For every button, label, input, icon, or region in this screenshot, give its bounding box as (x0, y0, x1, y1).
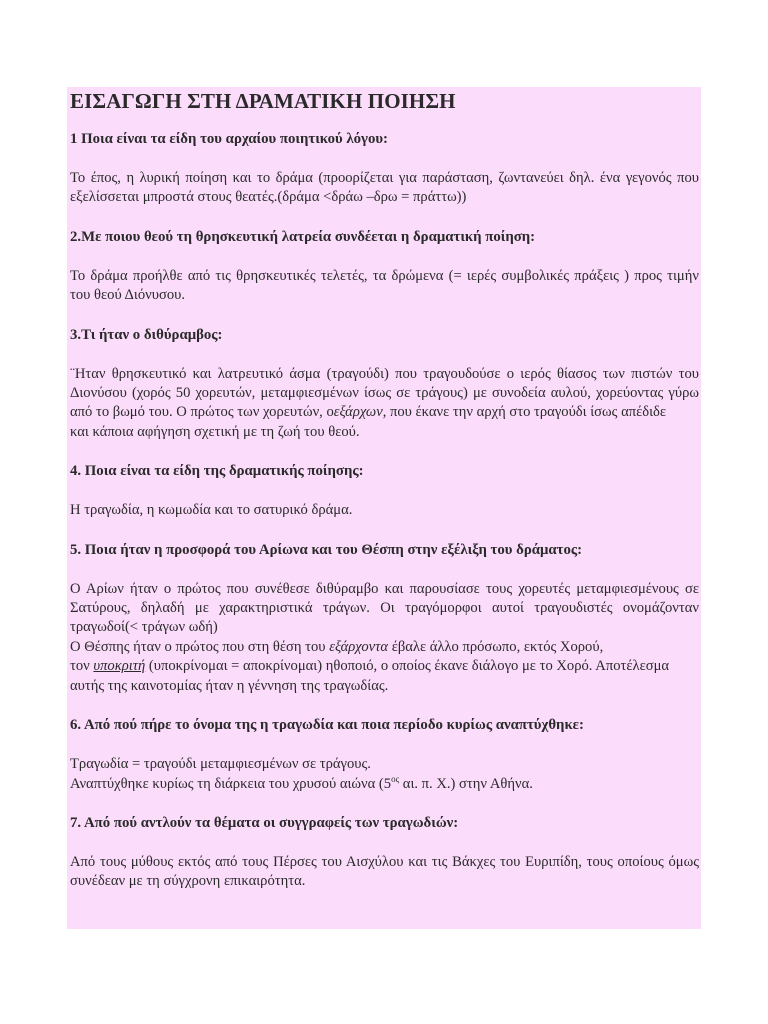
answer-7 (70, 853, 699, 892)
answer-4 (70, 501, 699, 520)
answer-5-line-6: αυτής της καινοτομίας ήταν η γέννηση της τραγωδίας. (70, 677, 389, 694)
answer-5-line-1: Ο Αρίων ήταν ο πρώτος που συνέθεσε διθύραμβο και παρουσίασε τους χορευτές μεταμφιεσμένους σε (70, 580, 699, 597)
question-3: 3.Τι ήταν ο διθύραμβος: (70, 326, 223, 343)
answer-5-line-5-end: (υποκρίνομαι = αποκρίνομαι) ηθοποιό, ο οποίος έκανε διάλογο με το Χορό. Αποτέλεσμα (148, 658, 670, 675)
answer-6-line-1: Τραγωδία = τραγούδι μεταμφιεσμένων σε τράγους. (70, 756, 371, 773)
answer-6-line-2-end: αι. π. Χ.) στην Αθήνα. (399, 775, 533, 792)
answer-5-line-2: Σατύρους, δηλαδή με χαρακτηριστικά τράγων. Οι τραγόμορφοι αυτοί τραγουδιστές ονομάζονταν (70, 600, 699, 617)
question-1: 1 Ποια είναι τα είδη του αρχαίου ποιητικού λόγου: (70, 131, 388, 147)
answer-5-line-5-start: τον (70, 658, 90, 675)
question-2: 2.Με ποιου θεού τη θρησκευτική λατρεία συνδέεται η δραματική ποίηση: (70, 228, 536, 245)
exarchon-term: εξάρχων (333, 404, 383, 421)
answer-3-article: ο (326, 404, 334, 421)
answer-1-line-1: Το έπος, η λυρική ποίηση και το δράμα (προορίζεται για παράσταση, ζωντανεύει δηλ. ένα γεγονός που (70, 170, 699, 186)
answer-6-line-2-start: Αναπτύχθηκε κυρίως τη διάρκεια του χρυσού αιώνα (5 (70, 775, 392, 792)
century-ordinal: ος (391, 773, 400, 784)
answer-3-line-2: Διονύσου (χορός 50 χορευτών, μεταμφιεσμένων ίσως σε τράγους) με συνοδεία αυλού, χορεύοντας γύρω (70, 385, 699, 402)
answer-3-line-4: και κάποια αφήγηση σχετική με τη ζωή του θεού. (70, 423, 360, 440)
question-4: 4. Ποια είναι τα είδη της δραματικής ποίησης: (70, 463, 364, 480)
question-7: 7. Από πού αντλούν τα θέματα οι συγγραφείς των τραγωδιών: (70, 814, 459, 831)
answer-6 (70, 755, 699, 794)
answer-3-line-1: ¨Ηταν θρησκευτικό και λατρευτικό άσμα (τραγούδι) που τραγουδούσε ο ιερός θίασος των πιστών του (70, 365, 699, 382)
ypokriti-term: υποκριτή (93, 658, 146, 675)
answer-3-line-3 (70, 403, 699, 422)
answer-7-line-2: συνέδεαν με τη σύγχρονη επικαιρότητα. (70, 873, 306, 890)
answer-3-line-3-start: από το βωμό του. Ο πρώτος των χορευτών, (70, 404, 323, 421)
answer-5 (70, 580, 699, 696)
answer-5-line-3: τραγωδοί(< τράγων ωδή) (70, 619, 218, 636)
answer-5-line-4 (70, 638, 699, 657)
question-6: 6. Από πού πήρε το όνομα της η τραγωδία και ποια περίοδο κυρίως αναπτύχθηκε: (70, 717, 584, 734)
question-5: 5. Ποια ήταν η προσφορά του Αρίωνα και του Θέσπη στην εξέλιξη του δράματος: (70, 541, 583, 558)
answer-7-line-1: Από τους μύθους εκτός από τους Πέρσες του Αισχύλου και τις Βάκχες του Ευριπίδη, τους οποίους όμως (70, 853, 699, 870)
answer-6-line-2 (70, 775, 699, 794)
answer-1 (70, 169, 699, 208)
answer-2 (70, 267, 699, 306)
answer-1-line-2: εξελίσσεται μπροστά στους θεατές.(δράμα <δράω –δρω = πράττω)) (70, 189, 467, 206)
answer-2-line-2: του θεού Διόνυσου. (70, 287, 185, 304)
answer-5-line-4-end: έβαλε άλλο πρόσωπο, εκτός Χορού, (391, 638, 604, 655)
answer-4-line-1: Η τραγωδία, η κωμωδία και το σατυρικό δράμα. (70, 502, 353, 519)
answer-5-line-5 (70, 657, 699, 676)
answer-2-line-1: Το δράμα προήλθε από τις θρησκευτικές τελετές, τα δρώμενα (= ιερές συμβολικές πράξεις ) προς τιμήν (70, 267, 699, 284)
answer-3 (70, 365, 699, 443)
answer-3-line-3-end: , που έκανε την αρχή στο τραγούδι ίσως απέδιδε (382, 404, 667, 421)
document-title: ΕΙΣΑΓΩΓΗ ΣΤΗ ΔΡΑΜΑΤΙΚΗ ΠΟΙΗΣΗ (70, 89, 456, 113)
answer-5-line-4-start: Ο Θέσπης ήταν ο πρώτος που στη θέση του (70, 638, 326, 655)
exarchonta-term: εξάρχοντα (329, 638, 389, 655)
document-page (67, 87, 701, 929)
